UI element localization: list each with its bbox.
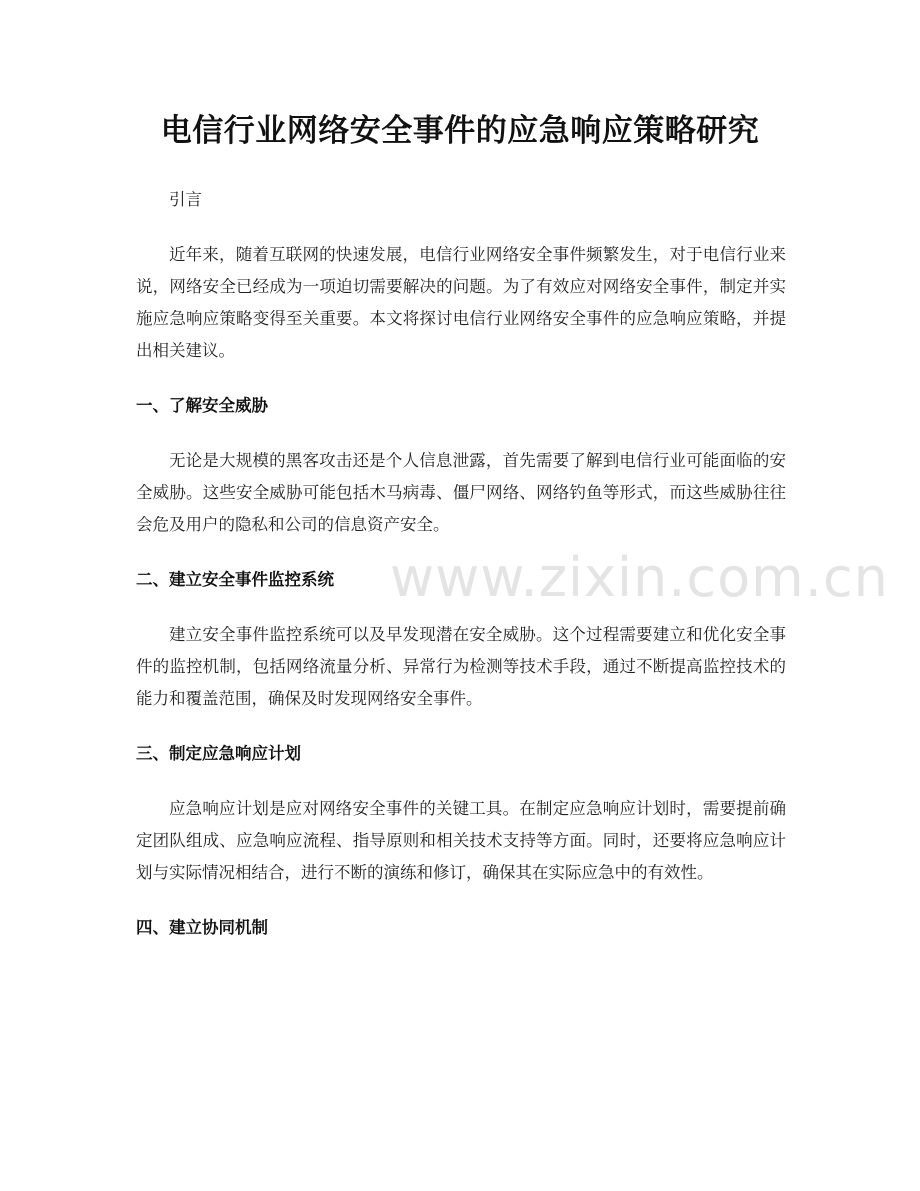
- section-paragraph-1: 无论是大规模的黑客攻击还是个人信息泄露，首先需要了解到电信行业可能面临的安全威胁。这些安全威胁可能包括木马病毒、僵尸网络、网络钓鱼等形式，而这些威胁往往会危及用户的隐私和公司的信息资产安全。: [136, 451, 786, 534]
- section-heading-2: 二、建立安全事件监控系统: [136, 570, 334, 589]
- section-heading-3: 三、制定应急响应计划: [136, 744, 301, 763]
- intro-paragraph: 近年来，随着互联网的快速发展，电信行业网络安全事件频繁发生，对于电信行业来说，网络安全已经成为一项迫切需要解决的问题。为了有效应对网络安全事件，制定并实施应急响应策略变得至关重要。本文将探讨电信行业网络安全事件的应急响应策略，并提出相关建议。: [136, 245, 786, 360]
- section-paragraph-2: 建立安全事件监控系统可以及早发现潜在安全威胁。这个过程需要建立和优化安全事件的监控机制，包括网络流量分析、异常行为检测等技术手段，通过不断提高监控技术的能力和覆盖范围，确保及时发现网络安全事件。: [136, 625, 786, 708]
- document-title: 电信行业网络安全事件的应急响应策略研究: [160, 113, 760, 149]
- section-heading-4: 四、建立协同机制: [136, 918, 268, 937]
- section-heading-1: 一、了解安全威胁: [136, 396, 268, 415]
- watermark: www.zixin.com.cn: [390, 546, 889, 609]
- intro-label: 引言: [169, 190, 202, 209]
- document-body: [136, 178, 786, 944]
- section-paragraph-3: 应急响应计划是应对网络安全事件的关键工具。在制定应急响应计划时，需要提前确定团队组成、应急响应流程、指导原则和相关技术支持等方面。同时，还要将应急响应计划与实际情况相结合，进行不断的演练和修订，确保其在实际应急中的有效性。: [136, 799, 786, 882]
